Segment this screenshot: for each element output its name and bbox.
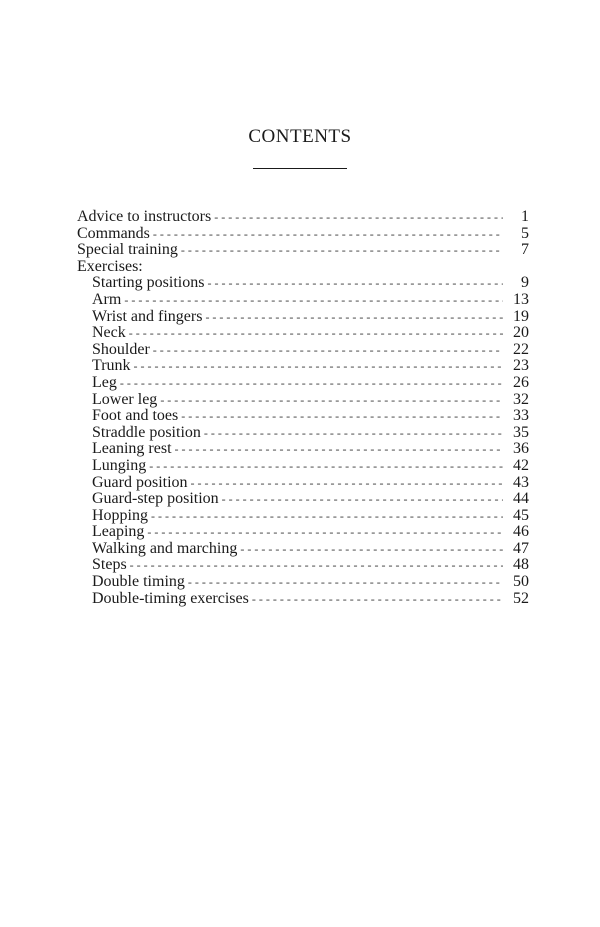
toc-entry-page-number: 32 — [513, 390, 529, 408]
toc-entry-page-number: 36 — [513, 440, 529, 458]
toc-entry — [77, 441, 529, 458]
toc-entry — [77, 458, 529, 475]
toc-entry-page-number: 13 — [513, 290, 529, 308]
toc-entry-label: Walking and marching — [92, 539, 238, 557]
toc-dot-leader — [151, 508, 503, 525]
toc-dot-leader — [124, 292, 503, 309]
toc-entry-page-number: 5 — [521, 224, 529, 242]
toc-entry-label: Trunk — [92, 357, 131, 375]
toc-dot-leader — [130, 557, 503, 574]
toc-entry — [77, 358, 529, 375]
toc-entry-label: Straddle position — [92, 423, 201, 441]
toc-entry-page-number: 23 — [513, 357, 529, 375]
toc-entry — [77, 275, 529, 292]
toc-entry-page-number: 19 — [513, 307, 529, 325]
toc-entry — [77, 491, 529, 508]
toc-entry-label: Neck — [92, 324, 126, 342]
toc-entry — [77, 226, 529, 243]
toc-dot-leader — [160, 392, 503, 409]
toc-entry — [77, 425, 529, 442]
toc-entry-page-number: 48 — [513, 556, 529, 574]
toc-entry-label: Wrist and fingers — [92, 307, 203, 325]
toc-entry — [77, 541, 529, 558]
toc-entry — [77, 408, 529, 425]
toc-dot-leader — [175, 441, 503, 458]
toc-entry-label: Shoulder — [92, 340, 150, 358]
toc-entry — [77, 325, 529, 342]
toc-entry-page-number: 42 — [513, 456, 529, 474]
toc-entry-label: Arm — [92, 290, 122, 308]
toc-entry-label: Leaning rest — [92, 440, 172, 458]
toc-entry — [77, 242, 529, 259]
toc-dot-leader — [153, 342, 503, 359]
toc-entry-label: Hopping — [92, 506, 148, 524]
toc-dot-leader — [191, 475, 503, 492]
toc-entry — [77, 508, 529, 525]
toc-entry-label: Double timing — [92, 573, 185, 591]
toc-entry-page-number: 50 — [513, 573, 529, 591]
toc-dot-leader — [120, 375, 503, 392]
toc-dot-leader — [134, 358, 503, 375]
toc-entry — [77, 292, 529, 309]
toc-entry-page-number: 46 — [513, 523, 529, 541]
toc-entry-label: Double-timing exercises — [92, 589, 249, 607]
toc-entry-label: Lunging — [92, 456, 147, 474]
toc-dot-leader — [240, 541, 503, 558]
toc-entry-page-number: 35 — [513, 423, 529, 441]
toc-entry-label: Exercises: — [77, 257, 143, 275]
toc-dot-leader — [153, 226, 503, 243]
toc-dot-leader — [204, 425, 503, 442]
toc-entry-label: Leaping — [92, 523, 145, 541]
toc-entry-page-number: 43 — [513, 473, 529, 491]
toc-entry — [77, 475, 529, 492]
table-of-contents — [77, 209, 529, 607]
toc-entry — [77, 524, 529, 541]
toc-dot-leader — [252, 591, 503, 608]
toc-entry-page-number: 26 — [513, 373, 529, 391]
toc-entry-label: Starting positions — [92, 274, 205, 292]
toc-dot-leader — [205, 309, 503, 326]
toc-entry-label: Special training — [77, 241, 178, 259]
toc-entry — [77, 209, 529, 226]
toc-entry — [77, 591, 529, 608]
toc-entry — [77, 557, 529, 574]
toc-entry-page-number: 1 — [521, 208, 529, 225]
toc-entry-page-number: 52 — [513, 589, 529, 607]
toc-dot-leader — [147, 524, 503, 541]
toc-dot-leader — [188, 574, 503, 591]
toc-entry-label: Guard-step position — [92, 490, 219, 508]
toc-entry-label: Commands — [77, 224, 150, 242]
toc-entry-page-number: 47 — [513, 539, 529, 557]
toc-dot-leader — [181, 408, 503, 425]
toc-entry — [77, 309, 529, 326]
toc-dot-leader — [181, 242, 503, 259]
toc-dot-leader — [222, 491, 503, 508]
toc-dot-leader — [207, 275, 503, 292]
toc-entry-page-number: 45 — [513, 506, 529, 524]
toc-dot-leader — [149, 458, 503, 475]
toc-dot-leader — [129, 325, 503, 342]
toc-dot-leader — [214, 209, 503, 226]
toc-entry-label: Guard position — [92, 473, 188, 491]
toc-entry — [77, 574, 529, 591]
toc-entry-page-number: 33 — [513, 407, 529, 425]
toc-entry-label: Lower leg — [92, 390, 158, 408]
page-title: CONTENTS — [248, 126, 352, 147]
toc-entry-page-number: 44 — [513, 490, 529, 508]
toc-entry-page-number: 20 — [513, 324, 529, 342]
toc-entry-page-number: 22 — [513, 340, 529, 358]
toc-entry — [77, 342, 529, 359]
title-divider — [253, 168, 347, 169]
toc-entry-label: Leg — [92, 373, 117, 391]
toc-entry-label: Advice to instructors — [77, 208, 212, 225]
toc-entry-page-number: 9 — [521, 274, 529, 292]
toc-entry-page-number: 7 — [521, 241, 529, 259]
toc-entry — [77, 375, 529, 392]
toc-entry-label: Steps — [92, 556, 127, 574]
toc-entry — [77, 259, 529, 276]
toc-entry — [77, 392, 529, 409]
toc-entry-label: Foot and toes — [92, 407, 179, 425]
